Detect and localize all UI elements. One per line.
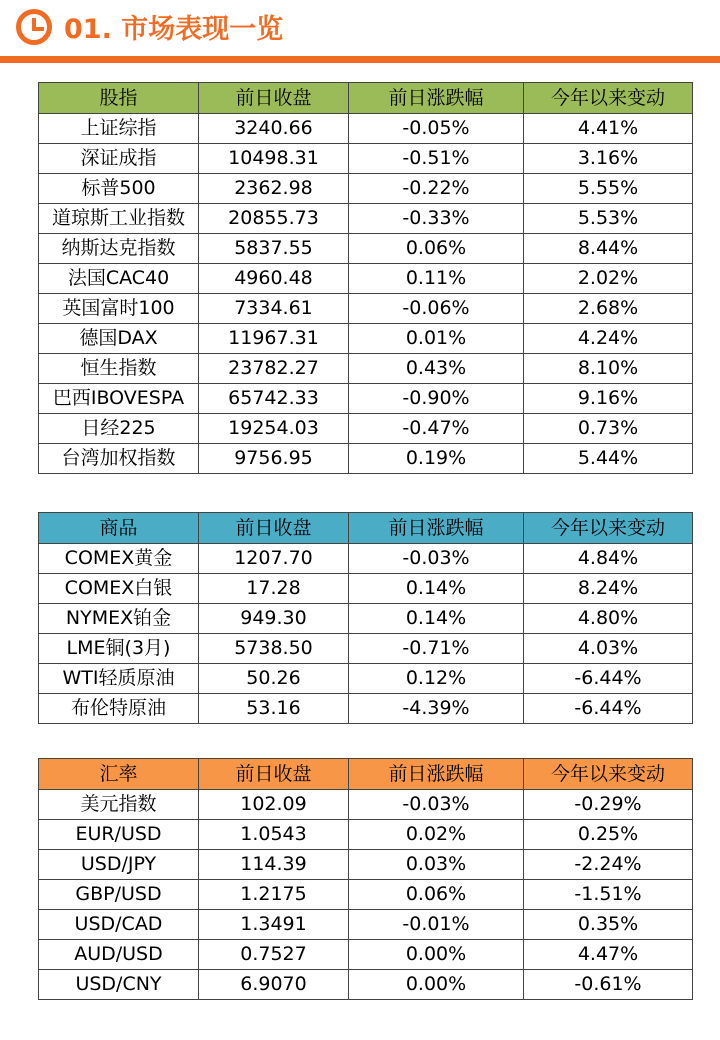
table-cell: 4.47% <box>524 940 693 970</box>
table-cell: 德国DAX <box>39 324 199 354</box>
table-cell: 2.02% <box>524 264 693 294</box>
table-cell: 17.28 <box>199 574 349 604</box>
table-cell: COMEX黄金 <box>39 544 199 574</box>
table-cell: 50.26 <box>199 664 349 694</box>
table-cell: EUR/USD <box>39 820 199 850</box>
table-cell: 5.53% <box>524 204 693 234</box>
table-row <box>39 880 693 910</box>
table-cell: AUD/USD <box>39 940 199 970</box>
table-cell: USD/JPY <box>39 850 199 880</box>
table-row <box>39 790 693 820</box>
table-cell: -0.05% <box>349 114 524 144</box>
table-cell: 0.14% <box>349 604 524 634</box>
page-header <box>0 0 720 64</box>
table-cell: -6.44% <box>524 694 693 724</box>
table-cell: 0.03% <box>349 850 524 880</box>
header-divider <box>0 56 720 63</box>
table-row <box>39 234 693 264</box>
table-cell: 0.73% <box>524 414 693 444</box>
table-cell: WTI轻质原油 <box>39 664 199 694</box>
table-cell: 法国CAC40 <box>39 264 199 294</box>
table-cell: 0.02% <box>349 820 524 850</box>
column-header: 前日涨跌幅 <box>349 759 524 790</box>
table-cell: -6.44% <box>524 664 693 694</box>
table-cell: 9756.95 <box>199 444 349 474</box>
table-cell: 0.01% <box>349 324 524 354</box>
exchange-rates-table <box>38 758 693 1000</box>
page-title: 01. 市场表现一览 <box>64 14 284 45</box>
table-row <box>39 664 693 694</box>
table-row <box>39 940 693 970</box>
table-cell: 4.80% <box>524 604 693 634</box>
table-cell: -4.39% <box>349 694 524 724</box>
table-cell: -0.90% <box>349 384 524 414</box>
table-cell: 0.35% <box>524 910 693 940</box>
table-cell: 0.11% <box>349 264 524 294</box>
table-cell: 114.39 <box>199 850 349 880</box>
table-cell: 布伦特原油 <box>39 694 199 724</box>
table-cell: 1.3491 <box>199 910 349 940</box>
column-header: 前日收盘 <box>199 513 349 544</box>
table-cell: USD/CNY <box>39 970 199 1000</box>
table-cell: -2.24% <box>524 850 693 880</box>
table-cell: 日经225 <box>39 414 199 444</box>
clock-icon <box>16 9 52 45</box>
table-cell: 道琼斯工业指数 <box>39 204 199 234</box>
table-cell: 7334.61 <box>199 294 349 324</box>
table-cell: 0.06% <box>349 234 524 264</box>
table-cell: -0.22% <box>349 174 524 204</box>
column-header: 汇率 <box>39 759 199 790</box>
table-row <box>39 204 693 234</box>
column-header: 今年以来变动 <box>524 513 693 544</box>
table-header-row <box>39 83 693 114</box>
table-cell: 5.44% <box>524 444 693 474</box>
table-cell: 4.24% <box>524 324 693 354</box>
table-cell: 0.7527 <box>199 940 349 970</box>
table-cell: 美元指数 <box>39 790 199 820</box>
table-cell: 1.2175 <box>199 880 349 910</box>
table-row <box>39 850 693 880</box>
table-cell: 4.03% <box>524 634 693 664</box>
table-cell: -1.51% <box>524 880 693 910</box>
table-cell: 0.14% <box>349 574 524 604</box>
column-header: 前日涨跌幅 <box>349 83 524 114</box>
table-cell: 0.00% <box>349 970 524 1000</box>
column-header: 商品 <box>39 513 199 544</box>
column-header: 前日涨跌幅 <box>349 513 524 544</box>
table-cell: 10498.31 <box>199 144 349 174</box>
table-row <box>39 574 693 604</box>
table-cell: -0.61% <box>524 970 693 1000</box>
table-cell: 2362.98 <box>199 174 349 204</box>
table-cell: 0.19% <box>349 444 524 474</box>
table-cell: -0.33% <box>349 204 524 234</box>
table-row <box>39 694 693 724</box>
table-cell: 4.84% <box>524 544 693 574</box>
commodities-table <box>38 512 693 724</box>
table-row <box>39 414 693 444</box>
table-cell: 0.06% <box>349 880 524 910</box>
table-header-row <box>39 759 693 790</box>
table-row <box>39 910 693 940</box>
table-cell: LME铜(3月) <box>39 634 199 664</box>
table-cell: -0.03% <box>349 544 524 574</box>
column-header: 股指 <box>39 83 199 114</box>
table-cell: 8.24% <box>524 574 693 604</box>
table-cell: COMEX白银 <box>39 574 199 604</box>
table-cell: 恒生指数 <box>39 354 199 384</box>
table-cell: 上证综指 <box>39 114 199 144</box>
table-row <box>39 604 693 634</box>
table-row <box>39 970 693 1000</box>
table-cell: 0.12% <box>349 664 524 694</box>
table-cell: 23782.27 <box>199 354 349 384</box>
table-cell: 5837.55 <box>199 234 349 264</box>
table-cell: 4.41% <box>524 114 693 144</box>
table-header-row <box>39 513 693 544</box>
table-row <box>39 174 693 204</box>
table-cell: GBP/USD <box>39 880 199 910</box>
column-header: 前日收盘 <box>199 759 349 790</box>
table-cell: 65742.33 <box>199 384 349 414</box>
table-cell: 8.44% <box>524 234 693 264</box>
table-row <box>39 444 693 474</box>
table-cell: -0.47% <box>349 414 524 444</box>
table-cell: -0.01% <box>349 910 524 940</box>
table-cell: 纳斯达克指数 <box>39 234 199 264</box>
table-row <box>39 294 693 324</box>
table-cell: 8.10% <box>524 354 693 384</box>
table-cell: 0.43% <box>349 354 524 384</box>
table-cell: 4960.48 <box>199 264 349 294</box>
table-cell: 11967.31 <box>199 324 349 354</box>
table-cell: 台湾加权指数 <box>39 444 199 474</box>
table-cell: 102.09 <box>199 790 349 820</box>
table-cell: 巴西IBOVESPA <box>39 384 199 414</box>
column-header: 今年以来变动 <box>524 759 693 790</box>
table-cell: 6.9070 <box>199 970 349 1000</box>
table-cell: USD/CAD <box>39 910 199 940</box>
table-cell: 英国富时100 <box>39 294 199 324</box>
column-header: 前日收盘 <box>199 83 349 114</box>
table-cell: 3240.66 <box>199 114 349 144</box>
table-row <box>39 144 693 174</box>
table-row <box>39 634 693 664</box>
table-cell: 1.0543 <box>199 820 349 850</box>
table-row <box>39 384 693 414</box>
table-row <box>39 354 693 384</box>
table-row <box>39 264 693 294</box>
table-cell: 5.55% <box>524 174 693 204</box>
column-header: 今年以来变动 <box>524 83 693 114</box>
table-cell: 19254.03 <box>199 414 349 444</box>
table-cell: 标普500 <box>39 174 199 204</box>
table-cell: 949.30 <box>199 604 349 634</box>
table-cell: -0.51% <box>349 144 524 174</box>
table-cell: 1207.70 <box>199 544 349 574</box>
stock-indices-table <box>38 82 693 474</box>
table-cell: -0.06% <box>349 294 524 324</box>
table-cell: NYMEX铂金 <box>39 604 199 634</box>
table-cell: 2.68% <box>524 294 693 324</box>
table-cell: 0.00% <box>349 940 524 970</box>
table-cell: 0.25% <box>524 820 693 850</box>
table-cell: 9.16% <box>524 384 693 414</box>
table-row <box>39 544 693 574</box>
table-row <box>39 820 693 850</box>
table-cell: -0.03% <box>349 790 524 820</box>
table-row <box>39 324 693 354</box>
table-cell: 深证成指 <box>39 144 199 174</box>
table-cell: 3.16% <box>524 144 693 174</box>
table-cell: 20855.73 <box>199 204 349 234</box>
table-cell: -0.71% <box>349 634 524 664</box>
table-cell: 53.16 <box>199 694 349 724</box>
table-row <box>39 114 693 144</box>
table-cell: 5738.50 <box>199 634 349 664</box>
table-cell: -0.29% <box>524 790 693 820</box>
